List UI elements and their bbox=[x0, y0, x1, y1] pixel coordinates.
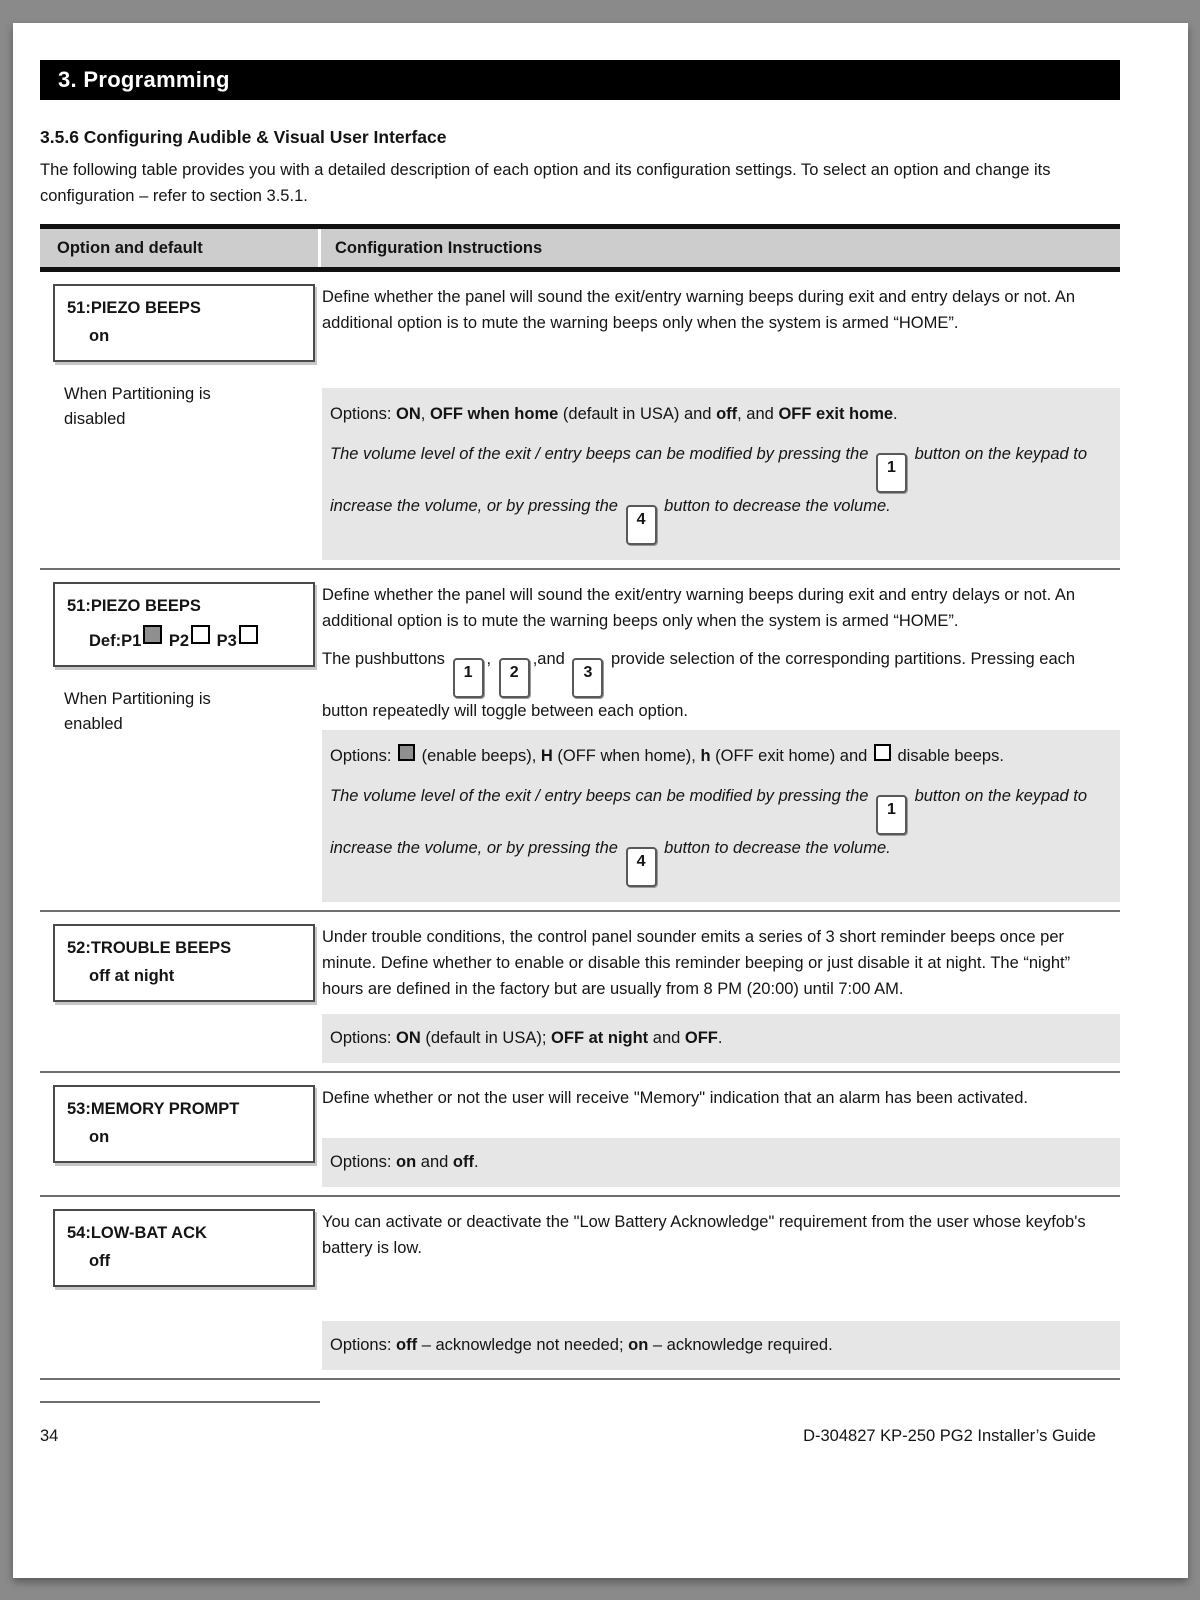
option-cell bbox=[40, 1207, 318, 1370]
instructions-cell bbox=[318, 580, 1120, 902]
text-segment: P2 bbox=[164, 632, 190, 650]
text-segment: off bbox=[716, 405, 738, 423]
option-box bbox=[53, 1085, 315, 1163]
document-reference: D-304827 KP-250 PG2 Installer’s Guide bbox=[803, 1427, 1096, 1445]
keypad-4-icon: 4 bbox=[626, 847, 657, 887]
page-content bbox=[40, 23, 1120, 1446]
spacer bbox=[322, 336, 1120, 388]
text-segment: ,and bbox=[532, 650, 570, 668]
text-segment: OFF exit home bbox=[778, 405, 894, 423]
table-row-52 bbox=[40, 912, 1120, 1063]
keypad-1-icon: 1 bbox=[876, 795, 907, 835]
text-segment: Options: bbox=[330, 747, 397, 765]
text-segment: – acknowledge not needed; bbox=[417, 1336, 629, 1354]
option-cell bbox=[40, 922, 318, 1063]
column-header-instructions: Configuration Instructions bbox=[321, 229, 1120, 267]
text-segment: and bbox=[648, 1029, 685, 1047]
instruction-text: You can activate or deactivate the "Low Battery Acknowledge" requirement from the user whose keyfob's battery is low. bbox=[322, 1213, 1086, 1257]
text-segment: The pushbuttons bbox=[322, 650, 450, 668]
spacer bbox=[322, 1261, 1120, 1321]
text-segment: off bbox=[452, 1153, 474, 1171]
text-segment: (OFF when home), bbox=[552, 747, 701, 765]
option-box bbox=[53, 284, 315, 362]
text-segment: , bbox=[420, 405, 430, 423]
option-box bbox=[53, 924, 315, 1002]
option-cell bbox=[40, 1083, 318, 1187]
page-footer bbox=[40, 1427, 1120, 1446]
text-segment: (OFF exit home) and bbox=[710, 747, 872, 765]
footer-rule bbox=[40, 1401, 320, 1403]
option-box bbox=[53, 582, 315, 667]
checkbox-filled-icon bbox=[398, 744, 415, 761]
checkbox-filled-icon bbox=[143, 625, 162, 644]
text-segment: Options: bbox=[330, 405, 397, 423]
instruction-text: Define whether the panel will sound the exit/entry warning beeps during exit and entry delays or not. An additional option is to mute the warning beeps only when the system is armed “HOME”. bbox=[322, 586, 1076, 630]
text-segment: The volume level of the exit / entry beeps can be modified by pressing the bbox=[330, 445, 873, 463]
options-panel bbox=[322, 1014, 1120, 1063]
text-segment: ON bbox=[396, 405, 421, 423]
partitioning-note: When Partitioning is enabled bbox=[64, 690, 211, 733]
text-segment: Options: bbox=[330, 1153, 397, 1171]
text-segment: OFF when home bbox=[429, 405, 559, 423]
text-segment: The volume level of the exit / entry beeps can be modified by pressing the bbox=[330, 787, 873, 805]
partitioning-note: When Partitioning is disabled bbox=[64, 385, 211, 428]
options-line bbox=[330, 401, 1102, 427]
text-segment: button to decrease the volume. bbox=[659, 497, 891, 515]
option-default-partitions bbox=[67, 625, 307, 651]
options-line bbox=[330, 1025, 1102, 1051]
text-segment: OFF at night bbox=[551, 1029, 649, 1047]
text-segment: OFF bbox=[684, 1029, 718, 1047]
text-segment: Options: bbox=[330, 1336, 397, 1354]
text-segment: . bbox=[474, 1153, 479, 1171]
text-segment: H bbox=[540, 747, 553, 765]
option-code-label: 51:PIEZO BEEPS bbox=[67, 597, 201, 615]
table-row-51-enabled bbox=[40, 570, 1120, 902]
chapter-header-bar: 3. Programming bbox=[40, 60, 1120, 100]
text-segment: provide selection of the corresponding partitions. Pressing each button repeatedly will toggle between each option. bbox=[322, 650, 1076, 720]
text-segment: disable beeps. bbox=[892, 747, 1004, 765]
options-panel bbox=[322, 388, 1120, 560]
option-default-value: off at night bbox=[89, 967, 175, 985]
text-segment: and bbox=[416, 1153, 453, 1171]
pushbuttons-note bbox=[322, 646, 1112, 724]
programming-options-table bbox=[40, 224, 1120, 1380]
option-cell bbox=[40, 580, 318, 902]
text-segment: on bbox=[396, 1153, 417, 1171]
instruction-text: Define whether the panel will sound the exit/entry warning beeps during exit and entry delays or not. An additional option is to mute the warning beeps only when the system is armed “HOME”. bbox=[322, 288, 1076, 332]
volume-note bbox=[330, 441, 1102, 545]
option-default-value: off bbox=[89, 1252, 111, 1270]
text-segment: on bbox=[628, 1336, 649, 1354]
text-segment: Def:P1 bbox=[89, 632, 142, 650]
table-row-53 bbox=[40, 1073, 1120, 1187]
column-header-option: Option and default bbox=[40, 229, 318, 267]
section-title: 3.5.6 Configuring Audible & Visual User Interface bbox=[40, 127, 447, 147]
options-panel bbox=[322, 1321, 1120, 1370]
option-default-value: on bbox=[89, 327, 110, 345]
text-segment: . bbox=[717, 1029, 723, 1047]
instructions-cell bbox=[318, 922, 1120, 1063]
instruction-text: Under trouble conditions, the control panel sounder emits a series of 3 short reminder beeps once per minute. Define whether to enable or disable this reminder beeping or just disable it at night. The “night” hours are defined in the factory but are usually from 8 PM (20:00) until 7:00 AM. bbox=[322, 928, 1071, 998]
option-default-value: on bbox=[89, 1128, 110, 1146]
checkbox-empty-icon bbox=[239, 625, 258, 644]
options-panel bbox=[322, 1138, 1120, 1187]
table-header-row bbox=[40, 229, 1120, 272]
keypad-3-icon: 3 bbox=[572, 658, 603, 698]
volume-note bbox=[330, 783, 1102, 887]
table-row-54 bbox=[40, 1197, 1120, 1370]
instructions-cell bbox=[318, 1083, 1120, 1187]
text-segment: ON bbox=[396, 1029, 421, 1047]
keypad-1-icon: 1 bbox=[876, 453, 907, 493]
text-segment: – acknowledge required. bbox=[648, 1336, 833, 1354]
intro-paragraph: The following table provides you with a detailed description of each option and its configuration settings. To select an option and change its configuration – refer to section 3.5.1. bbox=[40, 161, 1051, 205]
text-segment: (default in USA); bbox=[420, 1029, 552, 1047]
option-code-label: 53:MEMORY PROMPT bbox=[67, 1100, 240, 1118]
text-segment: , bbox=[486, 650, 496, 668]
text-segment: button on the keypad to increase the volume, or by pressing the bbox=[330, 787, 1088, 857]
text-segment: Options: bbox=[330, 1029, 397, 1047]
text-segment: button to decrease the volume. bbox=[659, 839, 891, 857]
page-number: 34 bbox=[40, 1427, 59, 1445]
option-code-label: 52:TROUBLE BEEPS bbox=[67, 939, 232, 957]
text-segment: off bbox=[396, 1336, 418, 1354]
options-line bbox=[330, 1149, 1102, 1175]
instruction-text: Define whether or not the user will receive "Memory" indication that an alarm has been activated. bbox=[322, 1089, 1028, 1107]
keypad-4-icon: 4 bbox=[626, 505, 657, 545]
text-segment: (default in USA) and bbox=[558, 405, 717, 423]
text-segment: P3 bbox=[212, 632, 237, 650]
checkbox-empty-icon bbox=[191, 625, 210, 644]
text-segment: . bbox=[893, 405, 898, 423]
document-page bbox=[13, 23, 1188, 1578]
option-code-label: 54:LOW-BAT ACK bbox=[67, 1224, 207, 1242]
instructions-cell bbox=[318, 282, 1120, 560]
text-segment: h bbox=[700, 747, 711, 765]
option-code-label: 51:PIEZO BEEPS bbox=[67, 299, 201, 317]
instructions-cell bbox=[318, 1207, 1120, 1370]
checkbox-empty-icon bbox=[874, 744, 891, 761]
table-row-51-disabled bbox=[40, 272, 1120, 560]
text-segment: (enable beeps), bbox=[417, 747, 541, 765]
keypad-2-icon: 2 bbox=[499, 658, 530, 698]
text-segment: button on the keypad to increase the volume, or by pressing the bbox=[330, 445, 1088, 515]
option-cell bbox=[40, 282, 318, 560]
table-bottom-border bbox=[40, 1378, 1120, 1380]
options-panel bbox=[322, 730, 1120, 902]
keypad-1-icon: 1 bbox=[453, 658, 484, 698]
text-segment: , and bbox=[737, 405, 779, 423]
options-line bbox=[330, 1332, 1102, 1358]
options-line bbox=[330, 743, 1102, 769]
option-box bbox=[53, 1209, 315, 1287]
